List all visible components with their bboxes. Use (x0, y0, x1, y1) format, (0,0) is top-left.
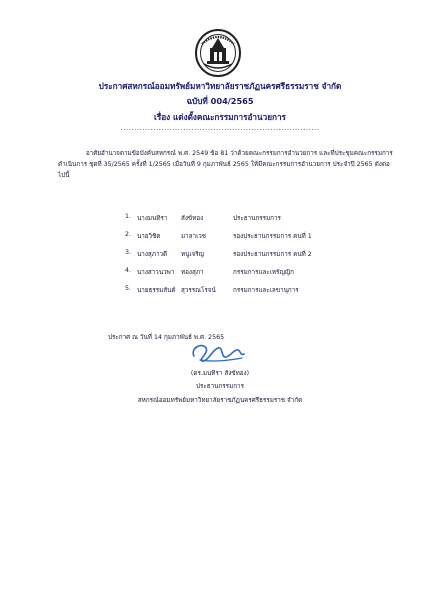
member-number: 1. (125, 213, 132, 220)
announcement-subject: เรื่อง แต่งตั้งคณะกรรมการอำนวยการ (154, 112, 286, 122)
announcement-date: ประกาศ ณ วันที่ 14 กุมภาพันธ์ พ.ศ. 2565 (108, 334, 225, 341)
member-role: รองประธานกรรมการ คนที่ 1 (233, 233, 312, 240)
member-last-name: มาลาเวช (181, 233, 207, 240)
member-last-name: ทองสุภา (181, 269, 204, 276)
member-number: 3. (125, 249, 132, 256)
signatory-organization: สหกรณ์ออมทรัพย์มหาวิทยาลัยราชภัฏนครศรีธรรมราช จำกัด (137, 397, 303, 404)
member-first-name: นายวิชิต (137, 233, 161, 240)
member-first-name: นางสุภาวดี (137, 251, 168, 258)
handwritten-signature (188, 340, 248, 364)
member-role: ประธานกรรมการ (233, 215, 281, 222)
cooperative-seal-logo (194, 28, 242, 78)
member-number: 2. (125, 231, 132, 238)
body-paragraph: อาศัยอำนาจตามข้อบังคับสหกรณ์ พ.ศ. 2549 ข้อ 81 ว่าด้วยคณะกรรมการอำนวยการ และที่ประชุมคณะกรรมการดำเนินการ ชุดที่ 35/2565 ครั้งที่ 1/2565 เมื่อวันที่ 9 กุมภาพันธ์ 2565 ให้มีคณะกรรมการอำนวยการ ประจำปี 2565 ดังต่อไปนี้ (58, 150, 393, 179)
dotted-separator: ......................................................................... (120, 124, 320, 132)
member-number: 4. (125, 267, 132, 274)
announcement-number: ฉบับที่ 004/2565 (186, 96, 254, 106)
member-last-name: หนูเจริญ (181, 251, 205, 258)
member-last-name: สุวรรณโรจน์ (181, 287, 216, 294)
signatory-name: (ดร.มนทิรา สังข์ทอง) (190, 370, 250, 377)
member-first-name: นางมนทิรา (137, 215, 168, 222)
member-last-name: สังข์ทอง (181, 215, 204, 222)
member-first-name: นายธรรมสันต์ (137, 287, 176, 294)
signatory-title: ประธานกรรมการ (196, 383, 244, 390)
announcement-title: ประกาศสหกรณ์ออมทรัพย์มหาวิทยาลัยราชภัฏนครศรีธรรมราช จำกัด (98, 81, 342, 91)
member-role: กรรมการและเหรัญญิก (233, 269, 294, 276)
member-role: รองประธานกรรมการ คนที่ 2 (233, 251, 312, 258)
member-first-name: นางสาวนวพา (137, 269, 175, 276)
member-number: 5. (125, 285, 132, 292)
member-role: กรรมการและเลขานุการ (233, 287, 299, 294)
